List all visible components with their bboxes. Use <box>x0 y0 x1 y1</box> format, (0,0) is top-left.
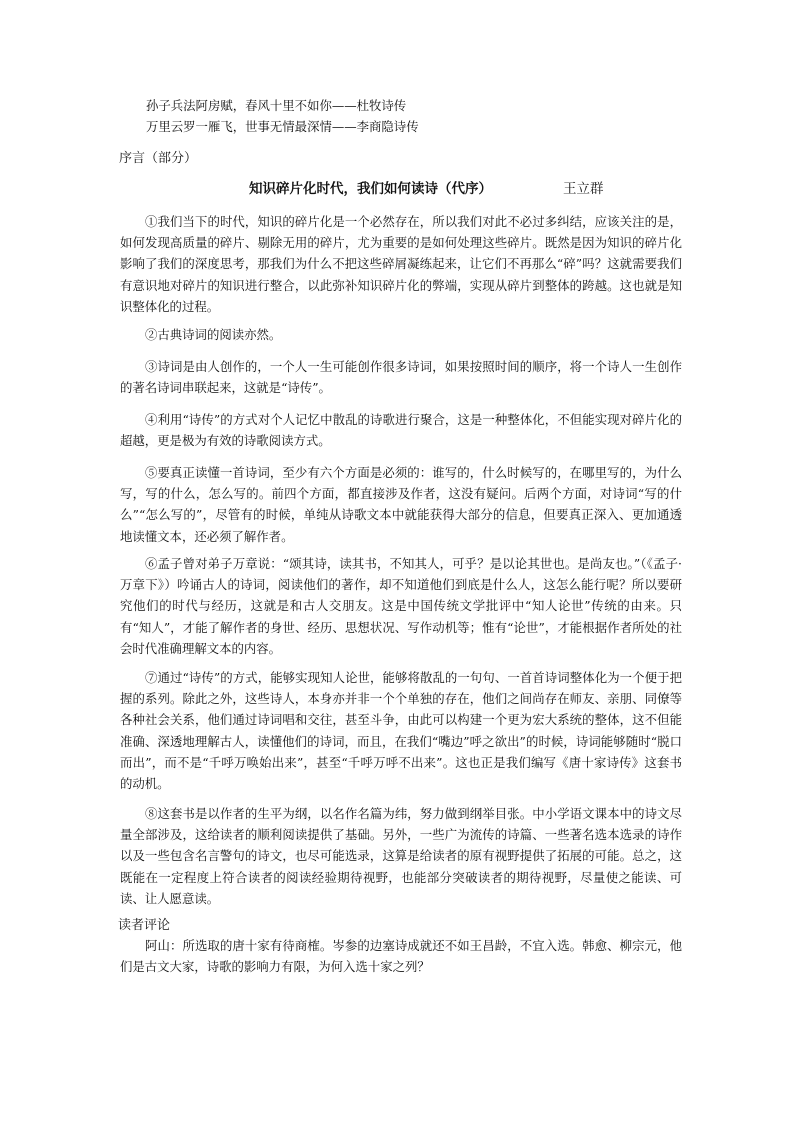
quote-line: 孙子兵法阿房赋，春风十里不如你——杜牧诗传 <box>146 98 407 113</box>
article-paragraph: ③诗词是由人创作的，一个人一生可能创作很多诗词，如果按照时间的顺序，将一个诗人一生创作的著名诗词串联起来，这就是“诗传”。 <box>120 359 682 396</box>
article-paragraph: ⑤要真正读懂一首诗词，至少有六个方面是必须的：谁写的，什么时候写的，在哪里写的，为什么写，写的什么，怎么写的。前四个方面，都直接涉及作者，这没有疑问。后两个方面，对诗词“写的什么”“怎么写的”，尽管有的时候，单纯从诗歌文本中就能获得大部分的信息，但要真正深入、更加通透地读懂文本，还必须了解作者。 <box>120 465 682 544</box>
article-author: 王立群 <box>563 181 604 197</box>
preface-heading: 序言（部分） <box>119 151 198 166</box>
article-paragraph: ⑥孟子曾对弟子万章说：“颂其诗，读其书，不知其人，可乎？是以论其世也。是尚友也。”（《孟子·万章下》）吟诵古人的诗词，阅读他们的著作，却不知道他们到底是什么人，这怎么能行呢？所以要研究他们的时代与经历，这就是和古人交朋友。这是中国传统文学批评中“知人论世”传统的由来。只有“知人”，才能了解作者的身世、经历、思想状况、写作动机等；惟有“论世”，才能根据作者所处的社会时代准确理解文本的内容。 <box>120 556 682 656</box>
article-paragraph: ②古典诗词的阅读亦然。 <box>145 327 282 342</box>
article-title: 知识碎片化时代，我们如何读诗（代序） <box>249 181 492 197</box>
article-paragraph: ④利用“诗传”的方式对个人记忆中散乱的诗歌进行聚合，这是一种整体化，不但能实现对碎片化的超越，更是极为有效的诗歌阅读方式。 <box>120 412 682 449</box>
reader-comments-heading: 读者评论 <box>118 918 171 933</box>
reader-comment: 阿山：所选取的唐十家有待商榷。岑参的边塞诗成就还不如王昌龄，不宜入选。韩愈、柳宗元，他们是古文大家，诗歌的影响力有限，为何入选十家之列？ <box>120 938 682 975</box>
article-paragraph: ⑦通过“诗传”的方式，能够实现知人论世，能够将散乱的一句句、一首首诗词整体化为一个便于把握的系列。除此之外，这些诗人，本身亦并非一个个单独的存在，他们之间尚存在师友、亲朋、同僚等各种社会关系，他们通过诗词唱和交往，甚至斗争，由此可以构建一个更为宏大系统的整体，这不但能准确、深透地理解古人，读懂他们的诗词，而且，在我们“嘴边”呼之欲出”的时候，诗词能够随时“脱口而出”，而不是“千呼万唤始出来”，甚至“千呼万呼不出来”。这也正是我们编写《唐十家诗传》这套书的动机。 <box>120 670 682 792</box>
article-paragraph: ①我们当下的时代，知识的碎片化是一个必然存在，所以我们对此不必过多纠结，应该关注的是，如何发现高质量的碎片、剔除无用的碎片，尤为重要的是如何处理这些碎片。既然是因为知识的碎片化影响了我们的深度思考，那我们为什么不把这些碎屑凝练起来，让它们不再那么“碎”吗？这就需要我们有意识地对碎片的知识进行整合，以此弥补知识碎片化的弊端，实现从碎片到整体的跨越。这也就是知识整体化的过程。 <box>120 214 682 314</box>
article-paragraph: ⑧这套书是以作者的生平为纲，以名作名篇为纬，努力做到纲举目张。中小学语文课本中的诗文尽量全部涉及，这给读者的顺利阅读提供了基础。另外，一些广为流传的诗篇、一些著名选本选录的诗作以及一些包含名言警句的诗文，也尽可能选录，这算是给读者的原有视野提供了拓展的可能。总之，这既能在一定程度上符合读者的阅读经验期待视野，也能部分突破读者的期待视野，尽量使之能读、可读、让人愿意读。 <box>120 806 682 906</box>
quote-line: 万里云罗一雁飞，世事无情最深情——李商隐诗传 <box>146 119 419 134</box>
